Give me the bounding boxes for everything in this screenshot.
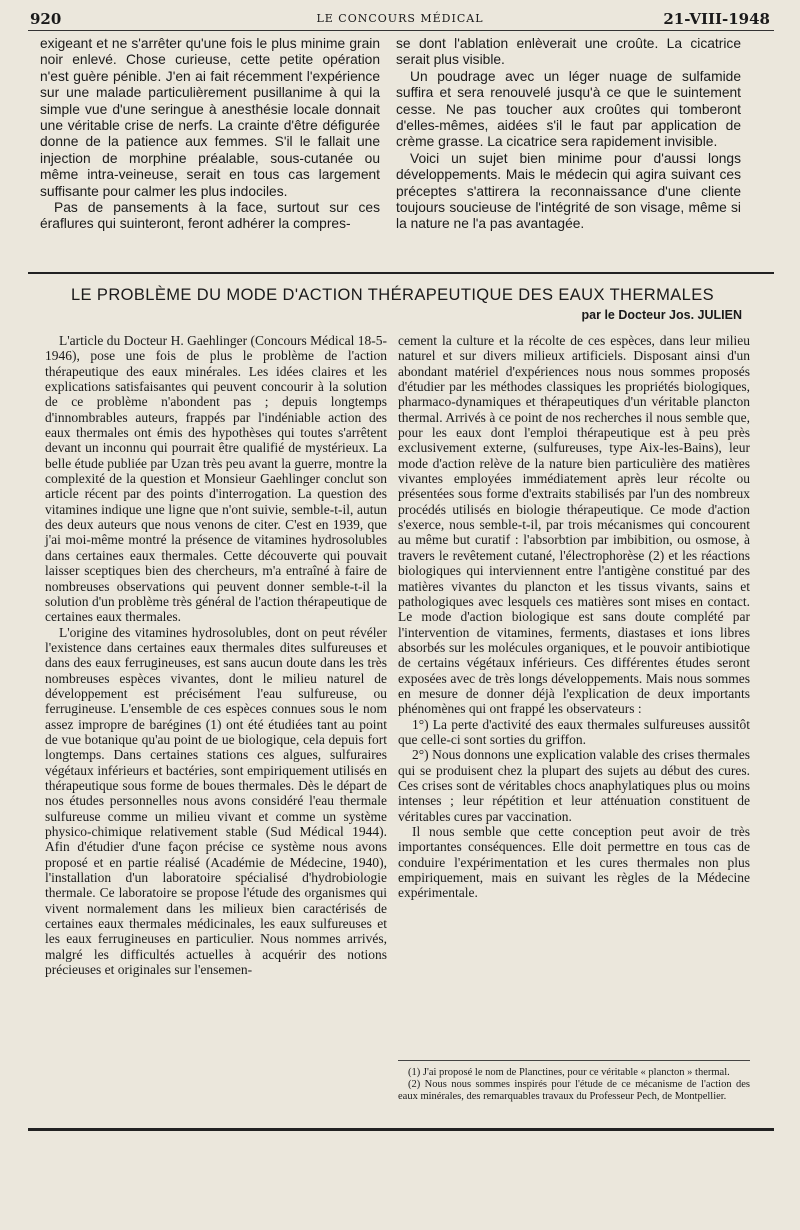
paragraph: Voici un sujet bien minime pour d'aussi longs développements. Mais le médecin qui agira suivant ces préceptes s'attirera la reconnaissance d'une cliente toujours soucieuse de l'intégrité de son visage, même si la nature ne l'a pas avantagée. xyxy=(396,150,741,232)
page-number: 920 xyxy=(30,10,62,28)
previous-article-left-column xyxy=(40,36,380,233)
header-rule xyxy=(28,30,774,31)
paragraph: exigeant et ne s'arrêter qu'une fois le plus minime grain noir enlevé. Chose curieuse, cette petite opération n'est guère pénible. J'en ai fait récemment l'expérience sur une malade particulièrement pusillanime à qui la simple vue d'une seringue à anesthésie locale donnait une véritable crise de nerfs. La crainte d'être défigurée donne de la patience aux femmes. S'il le fallait une injection de morphine préalable, sous-cutanée ou même intra-veineuse, serait en tous cas largement suffisante pour calmer les plus indociles. xyxy=(40,36,380,199)
paragraph: cement la culture et la récolte de ces espèces, dans leur milieu naturel et sur divers milieux artificiels. Disposant ainsi d'un abondant matériel d'expériences nous nous sommes proposés d'étudier par les méthodes classiques les propriétés biologiques, pharmaco-dynamiques et thérapeutiques d'un véritable plancton thermal. Arrivés à ce point de nos recherches il nous semble que, pour les eaux dont l'emploi thérapeutique est à peu près exclusivement externe, (sulfureuses, type Aix-les-Bains), leur mode d'action relève de la nature bien particulière des matières vivantes employées immédiatement après leur récolte ou présentées sous forme d'extraits stabilisés par l'un des nombreux procédés utilisés en biologie thérapeutique. Ce mode d'action s'exerce, nous semble-t-il, par trois mécanismes qui concourent au même but curatif : l'absorbtion par imbibition, ou osmose, à travers le revêtement cutané, l'électrophorèse (2) et les réactions biologiques qui interviennent entre l'antigène constitué par des matières vivantes du plancton et les tissus vivants, sains et pathologiques avec lesquels ces matières sont mises en contact. Le mode d'action biologique est sans doute complété par l'intervention de vitamines, ferments, diastases et ions libres absorbés sur les molécules organiques, et le pouvoir antibiotique de certains végétaux inférieurs. Ces différentes études seront exposées avec de très longs développements. Mais nous sommes en mesure de donner déjà l'explication de deux importants phénomènes qui ont frappé les observateurs : xyxy=(398,333,750,717)
article-title: LE PROBLÈME DU MODE D'ACTION THÉRAPEUTIQUE DES EAUX THERMALES xyxy=(70,286,715,304)
footnote: (1) J'ai proposé le nom de Planctines, pour ce véritable « plancton » thermal. xyxy=(408,1067,730,1078)
article-byline: par le Docteur Jos. JULIEN xyxy=(581,308,742,322)
section-rule xyxy=(28,272,774,274)
issue-date: 21-VIII-1948 xyxy=(663,10,770,28)
paragraph: Pas de pansements à la face, surtout sur ces éraflures qui suinteront, feront adhérer la compres- xyxy=(40,200,380,232)
paragraph: L'origine des vitamines hydrosolubles, dont on peut révéler l'existence dans certaines eaux thermales dites sulfureuses et dans des eaux ferrugineuses, est sans aucun doute dans les très nombreuses espèces vivantes, dont le milieu naturel de développement est précisément l'eau sulfureuse, ou ferrugineuse. L'ensemble de ces espèces connues sous le nom assez impropre de barégines (1) ont été étudiées tant au point de vue botanique qu'au point de ue biologique, cela depuis fort longtemps. Dans certaines stations ces algues, sulfuraires végétaux inférieurs et bactéries, sont empiriquement utilisés en thérapeutique sous forme de boues thermales. Dès le départ de nos études personnelles nous avons considéré l'eau thermale sulfureuse comme un milieu vivant et comme un système physico-chimique relativement stable (Sud Médical 1944). Afin d'étudier d'une façon précise ce système nous avons proposé et en partie réalisé (Académie de Médecine, 1940), l'installation d'un laboratoire spécialisé d'hydrobiologie thermale. Ce laboratoire se propose l'étude des organismes qui vivent normalement dans les milieux bien caractérisés de certaines eaux thermales médicinales, les eaux sulfureuses et les eaux ferrugineuses en particulier. Nous nommes arrivés, malgré les difficultés actuelles à acquérir des notions précieuses et originales sur l'ensemen- xyxy=(45,624,387,978)
article-right-column xyxy=(398,333,750,901)
footer-rule xyxy=(28,1128,774,1131)
page-header xyxy=(30,8,770,30)
paragraph: Un poudrage avec un léger nuage de sulfamide suffira et sera renouvelé jusqu'à ce que le suintement cesse. Ne pas toucher aux croûtes qui tomberont d'elles-mêmes, aidées s'il le faut par application de crème grasse. La cicatrice sera rapidement invisible. xyxy=(396,68,741,150)
paragraph: Il nous semble que cette conception peut avoir de très importantes conséquences. Elle doit permettre en tous cas de conduire l'expérimentation et les cures thermales non plus empiriquement, mais en suivant les règles de la Médecine expérimentale. xyxy=(398,824,750,901)
article-left-column xyxy=(45,333,387,977)
paragraph: L'article du Docteur H. Gaehlinger (Concours Médical 18-5-1946), pose une fois de plus le problème de l'action thérapeutique des eaux minérales. Les idées claires et les explications satisfaisantes qui peuvent concourir à la solution de ce problème n'abondent pas ; depuis longtemps d'innombrables auteurs, frappés par l'indéniable action des eaux thermales ont émis des hypothèses qui toutes s'arrêtent devant un inconnu qui pourrait être qualifié de mystérieux. La belle étude publiée par Uzan très peu avant la guerre, montre la complexité de la question et Monsieur Gaehlinger conclut son article récent par des points d'interrogation. La question des vitamines indique une ligne que n'ont suivie, semble-t-il, autun des deux auteurs que nous venons de citer. C'est en 1939, que j'ai moi-même montré la présence de vitamines hydrosolubles dans certaines eaux thermales. Cette découverte qui pouvait laisser sceptiques bien des chercheurs, m'a entraîné à faire de nombreuses observations qui peuvent donner semble-t-il la solution d'un problème très général de l'action thérapeutique de certaines eaux thermales. xyxy=(45,333,387,625)
list-item: 2°) Nous donnons une explication valable des crises thermales qui se produisent chez la plupart des sujets au début des cures. Ces crises sont de véritables chocs anaphylatiques plus ou moins intenses ; leur répétition et leur atténuation constituent de véritables cures par vaccination. xyxy=(398,747,750,824)
list-item: 1°) La perte d'activité des eaux thermales sulfureuses aussitôt que celle-ci sont sorties du griffon. xyxy=(398,716,750,747)
paragraph: se dont l'ablation enlèverait une croûte. La cicatrice serait plus visible. xyxy=(396,36,741,68)
footnotes xyxy=(398,1060,750,1104)
journal-name: LE CONCOURS MÉDICAL xyxy=(316,12,484,25)
previous-article-right-column xyxy=(396,36,741,233)
footnote: (2) Nous nous sommes inspirés pour l'étude de ce mécanisme de l'action des eaux minérales, des remarquables travaux du Professeur Pech, de Montpellier. xyxy=(398,1079,750,1103)
